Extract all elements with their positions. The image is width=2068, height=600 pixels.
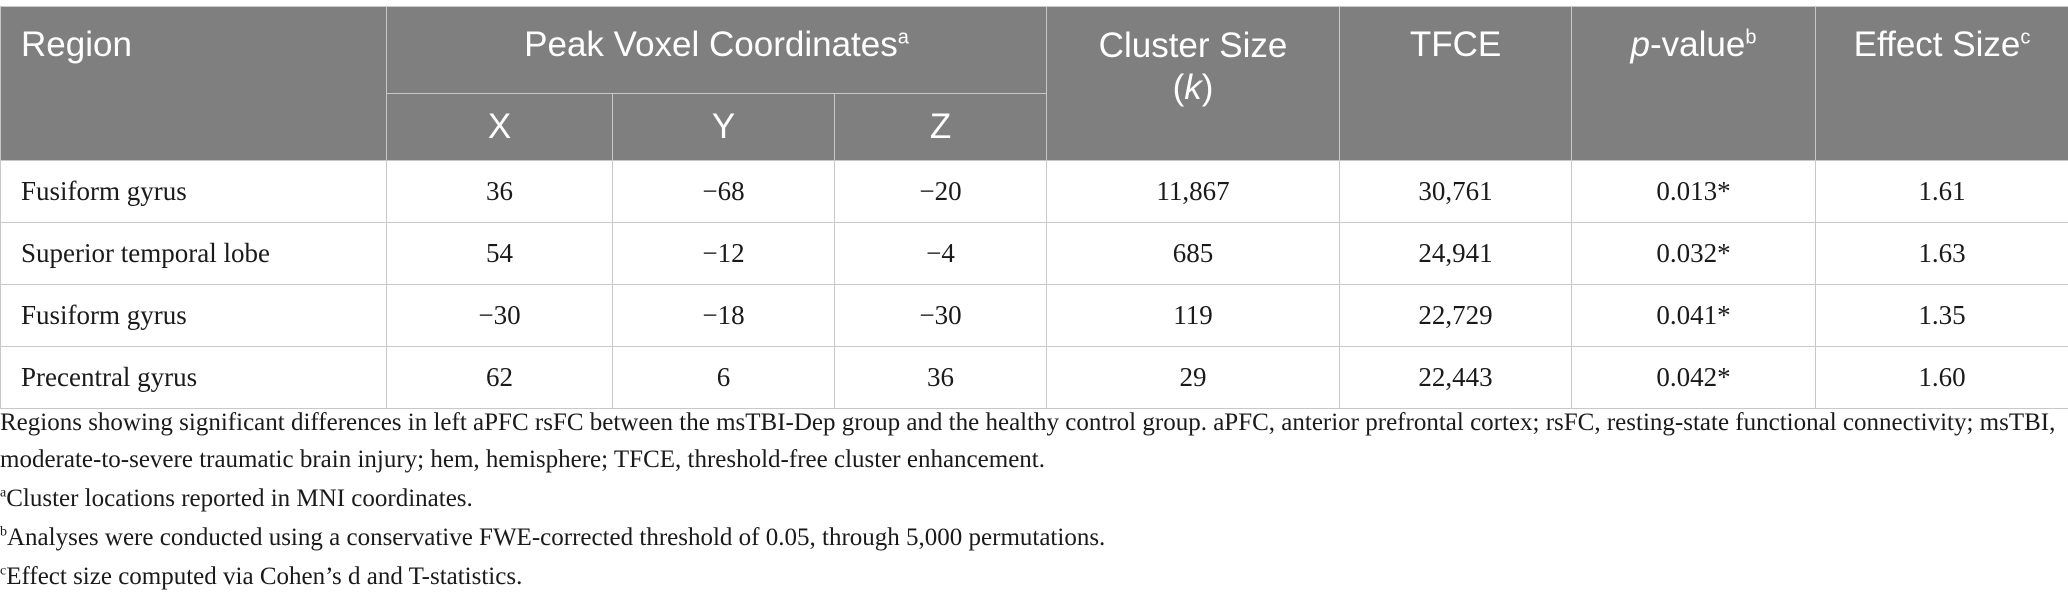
footnote-b: $^b$Analyses were conducted using a conservative FWE-corrected threshold of 0.05, through 5,000 permutations. bbox=[0, 524, 1106, 551]
table-caption: Regions showing significant differences in left aPFC rsFC between the msTBI-Dep group and the healthy control group. aPFC, anterior prefrontal cortex; rsFC, resting-state functional connectivity; msTBI, moderate-to-severe traumatic brain injury; hem, hemisphere; TFCE, threshold-free cluster enhancement. bbox=[0, 409, 2056, 473]
header-tfce: TFCE bbox=[1340, 7, 1572, 161]
cell-z: −4 bbox=[835, 223, 1047, 285]
table-row bbox=[1, 223, 2068, 285]
footnote-marker-c: c bbox=[2020, 26, 2031, 49]
cell-cluster-size: 11,867 bbox=[1047, 161, 1340, 223]
table-row bbox=[1, 285, 2068, 347]
cell-p-value: 0.042* bbox=[1572, 347, 1816, 409]
cell-region: Superior temporal lobe bbox=[1, 223, 387, 285]
cell-x: −30 bbox=[387, 285, 613, 347]
table-notes bbox=[0, 404, 2060, 595]
cell-y: −18 bbox=[613, 285, 835, 347]
footnote-marker-b: b bbox=[1745, 26, 1757, 49]
results-table bbox=[0, 6, 2068, 409]
header-peak-voxel: Peak Voxel Coordinates$^a$ bbox=[387, 7, 1047, 94]
header-y: Y bbox=[613, 94, 835, 161]
cell-p-value: 0.013* bbox=[1572, 161, 1816, 223]
cell-z: −20 bbox=[835, 161, 1047, 223]
header-cluster-size: Cluster Size (k) bbox=[1047, 7, 1340, 161]
cell-cluster-size: 685 bbox=[1047, 223, 1340, 285]
cell-y: −12 bbox=[613, 223, 835, 285]
cell-y: 6 bbox=[613, 347, 835, 409]
footnote-c: $^c$Effect size computed via Cohen’s d and T-statistics. bbox=[0, 563, 523, 590]
header-p-value: p-value$^b$ bbox=[1572, 7, 1816, 161]
table-row bbox=[1, 347, 2068, 409]
cell-tfce: 22,729 bbox=[1340, 285, 1572, 347]
cell-x: 36 bbox=[387, 161, 613, 223]
table-row bbox=[1, 161, 2068, 223]
cell-cluster-size: 29 bbox=[1047, 347, 1340, 409]
cell-region: Fusiform gyrus bbox=[1, 161, 387, 223]
cell-effect-size: 1.60 bbox=[1816, 347, 2068, 409]
header-x: X bbox=[387, 94, 613, 161]
cell-cluster-size: 119 bbox=[1047, 285, 1340, 347]
cell-region: Precentral gyrus bbox=[1, 347, 387, 409]
cell-effect-size: 1.61 bbox=[1816, 161, 2068, 223]
cell-tfce: 24,941 bbox=[1340, 223, 1572, 285]
cell-y: −68 bbox=[613, 161, 835, 223]
cell-tfce: 30,761 bbox=[1340, 161, 1572, 223]
header-region: Region bbox=[1, 7, 387, 161]
cell-region: Fusiform gyrus bbox=[1, 285, 387, 347]
header-z: Z bbox=[835, 94, 1047, 161]
cell-x: 62 bbox=[387, 347, 613, 409]
cell-z: −30 bbox=[835, 285, 1047, 347]
cell-z: 36 bbox=[835, 347, 1047, 409]
footnote-marker-a: a bbox=[897, 26, 909, 49]
cell-tfce: 22,443 bbox=[1340, 347, 1572, 409]
cell-p-value: 0.032* bbox=[1572, 223, 1816, 285]
footnote-a: $^a$Cluster locations reported in MNI coordinates. bbox=[0, 485, 473, 512]
cell-x: 54 bbox=[387, 223, 613, 285]
cell-effect-size: 1.35 bbox=[1816, 285, 2068, 347]
cell-effect-size: 1.63 bbox=[1816, 223, 2068, 285]
table-header bbox=[1, 7, 2068, 161]
header-effect-size: Effect Size$^c$ bbox=[1816, 7, 2068, 161]
cell-p-value: 0.041* bbox=[1572, 285, 1816, 347]
table-body bbox=[1, 161, 2068, 409]
